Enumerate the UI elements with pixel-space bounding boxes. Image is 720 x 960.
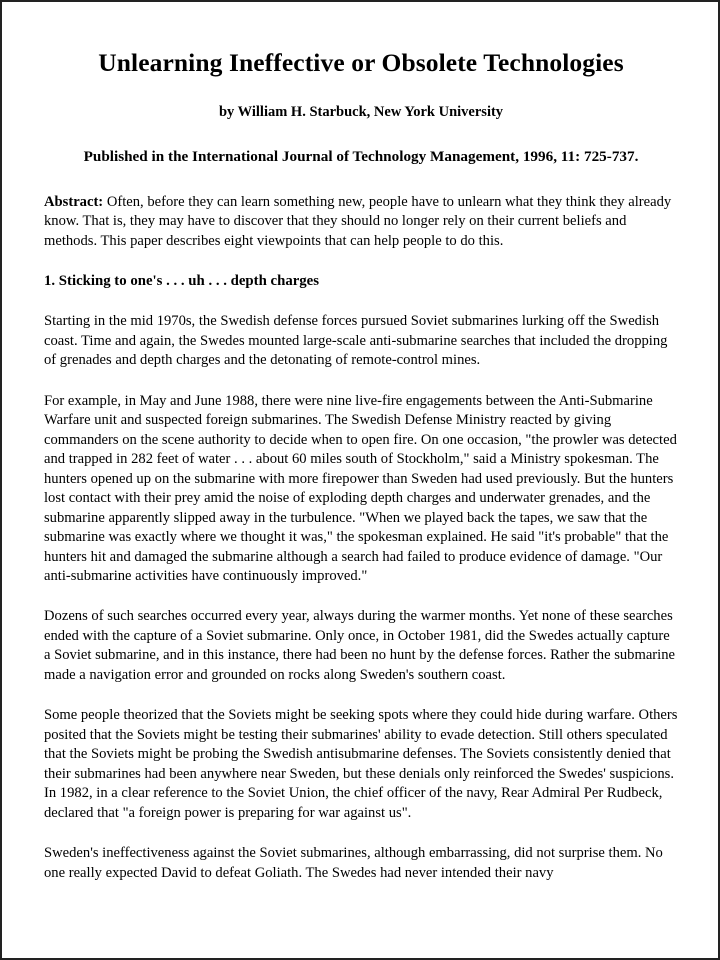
abstract-paragraph <box>44 193 678 251</box>
body-paragraph-4: Some people theorized that the Soviets might be seeking spots where they could hide during warfare. Others posited that the Soviets might be testing their submarines' ability to evade detection. Still others speculated that the Soviets might be probing the Swedish antisubmarine defenses. The Soviets consistently denied that their submarines had been anywhere near Sweden, but these denials only reinforced the Swedes' suspicions. In 1982, in a clear reference to the Soviet Union, the chief officer of the navy, Rear Admiral Per Rudbeck, declared that "a foreign power is preparing for war against us". <box>44 707 678 821</box>
page-content <box>2 2 718 958</box>
body-paragraph-5: Sweden's ineffectiveness against the Soviet submarines, although embarrassing, did not surprise them. No one really expected David to defeat Goliath. The Swedes had never intended their navy <box>44 845 663 881</box>
body-paragraph-1: Starting in the mid 1970s, the Swedish defense forces pursued Soviet submarines lurking off the Swedish coast. Time and again, the Swedes mounted large-scale anti-submarine searches that included the dropping of grenades and depth charges and the detonating of remote-control mines. <box>44 313 668 369</box>
body-paragraph-3: Dozens of such searches occurred every year, always during the warmer months. Yet none of these searches ended with the capture of a Soviet submarine. Only once, in October 1981, did the Swedes actually capture a Soviet submarine, and in this instance, there had been no hunt by the defense forces. Rather the submarine made a navigation error and grounded on rocks along Sweden's southern coast. <box>44 608 675 683</box>
page-title: Unlearning Ineffective or Obsolete Technologies <box>98 48 624 77</box>
body-paragraph-2: For example, in May and June 1988, there were nine live-fire engagements between the Anti-Submarine Warfare unit and suspected foreign submarines. The Swedish Defense Ministry reacted by giving commanders on the scene authority to decide when to open fire. On one occasion, "the prowler was detected and trapped in 282 feet of water . . . about 60 miles south of Stockholm," said a Ministry spokesman. The hunters opened up on the submarine with more firepower than Sweden had used previously. But the hunters lost contact with their prey amid the noise of exploding depth charges and underwater grenades, and the submarine apparently slipped away in the turbulence. "When we played back the tapes, we saw that the submarine was exactly where we thought it was," the spokesman explained. He said "it's probable" that the hunters hit and damaged the submarine although a search had failed to produce evidence of damage. "Our anti-submarine activities have continuously improved." <box>44 392 677 584</box>
publication-citation: Published in the International Journal of Technology Management, 1996, 11: 725-737. <box>83 148 639 166</box>
section-heading-1: 1. Sticking to one's . . . uh . . . depth charges <box>44 273 320 290</box>
abstract-text: Often, before they can learn something new, people have to unlearn what they think they already know. That is, they may have to discover that they should no longer rely on their current beliefs and methods. This paper describes eight viewpoints that can help people to do this. <box>44 193 672 249</box>
author-byline: by William H. Starbuck, New York University <box>218 104 504 121</box>
abstract-label: Abstract: <box>44 193 104 210</box>
